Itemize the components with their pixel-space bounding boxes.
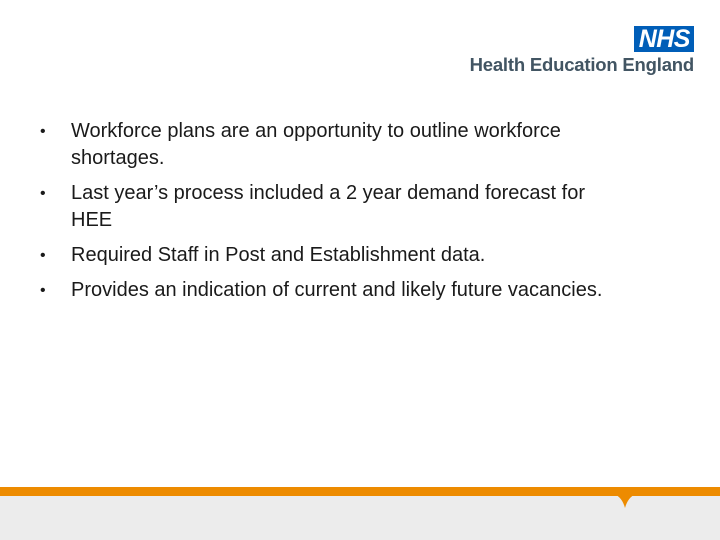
bullet-item: [40, 242, 620, 269]
hee-logo: [470, 26, 694, 76]
footer-accent-bar: [0, 487, 720, 496]
bullet-item: [40, 118, 620, 172]
bullet-list: [40, 118, 620, 312]
organisation-name: Health Education England: [469, 54, 694, 75]
bullet-marker: •: [40, 247, 46, 264]
bullet-marker: •: [40, 123, 46, 140]
bullet-text: Last year’s process included a 2 year demand forecast for HEE: [71, 182, 585, 231]
bullet-text: Workforce plans are an opportunity to outline workforce shortages.: [71, 120, 561, 169]
bullet-item: [40, 277, 620, 304]
footer-area: [0, 496, 720, 540]
bullet-text: Required Staff in Post and Establishment data.: [71, 244, 486, 266]
bullet-marker: •: [40, 282, 46, 299]
footer-pointer-icon: [614, 494, 636, 508]
bullet-marker: •: [40, 185, 46, 202]
bullet-item: [40, 180, 620, 234]
nhs-badge: NHS: [634, 26, 694, 52]
bullet-text: Provides an indication of current and likely future vacancies.: [71, 279, 603, 301]
